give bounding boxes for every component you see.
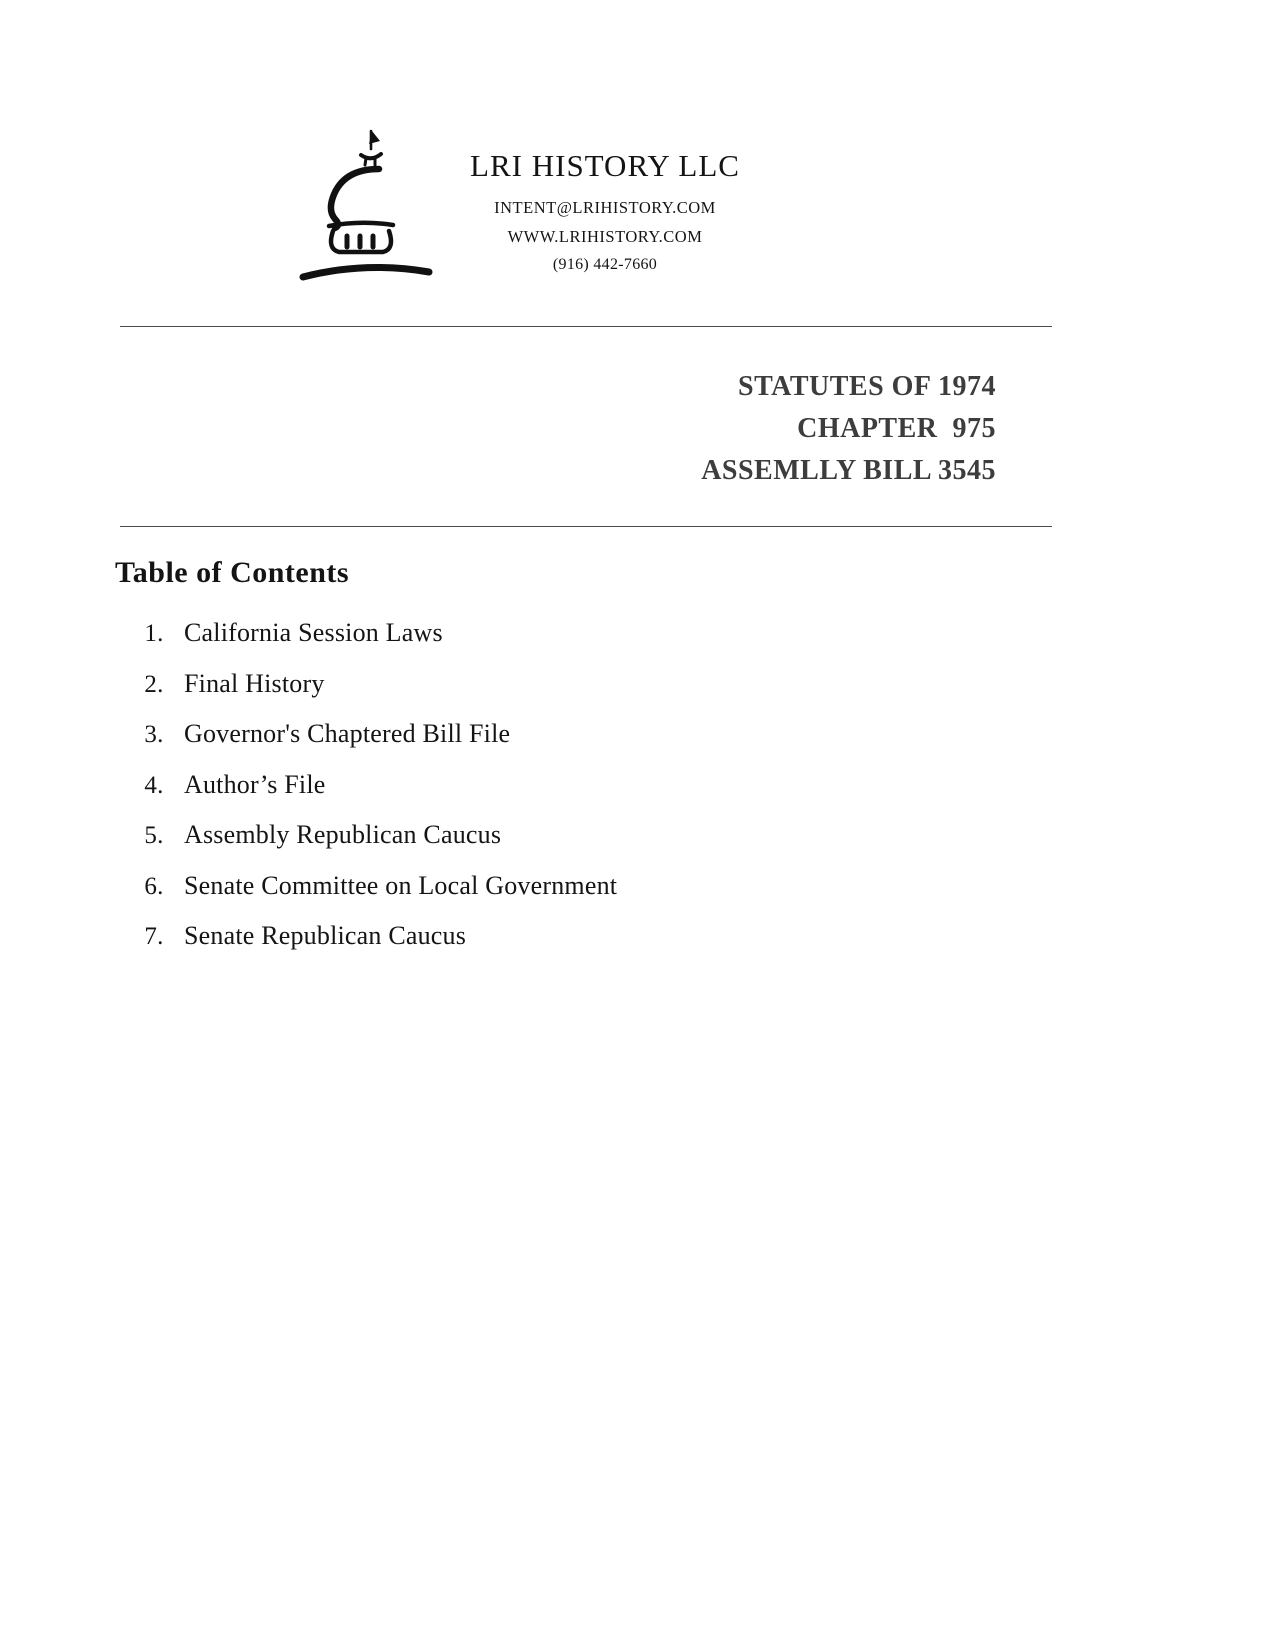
- divider-top: [120, 326, 1052, 327]
- toc-item: 4. Author’s File: [170, 770, 918, 800]
- toc-item: 7. Senate Republican Caucus: [170, 921, 918, 951]
- capitol-dome-icon: [295, 125, 440, 290]
- toc-item: 2. Final History: [170, 669, 918, 699]
- toc-item: 3. Governor's Chaptered Bill File: [170, 719, 918, 749]
- company-website: WWW.LRIHISTORY.COM: [507, 227, 703, 246]
- statute-year-line: STATUTES OF 1974: [738, 371, 996, 402]
- toc-item: 1. California Session Laws: [170, 618, 918, 648]
- divider-bottom: [120, 526, 1052, 527]
- toc-heading: Table of Contents: [115, 556, 350, 589]
- toc-list: [118, 618, 918, 972]
- company-name: LRI HISTORY LLC: [470, 148, 740, 183]
- statute-title-block: [120, 366, 996, 492]
- company-phone: (916) 442-7660: [552, 256, 658, 273]
- bill-line: ASSEMLLY BILL 3545: [701, 455, 996, 486]
- letterhead: [430, 148, 780, 274]
- company-logo: [295, 125, 440, 290]
- chapter-line: CHAPTER 975: [797, 413, 996, 444]
- toc-item: 6. Senate Committee on Local Government: [170, 871, 918, 901]
- toc-item: 5. Assembly Republican Caucus: [170, 820, 918, 850]
- company-email: INTENT@LRIHISTORY.COM: [494, 198, 716, 217]
